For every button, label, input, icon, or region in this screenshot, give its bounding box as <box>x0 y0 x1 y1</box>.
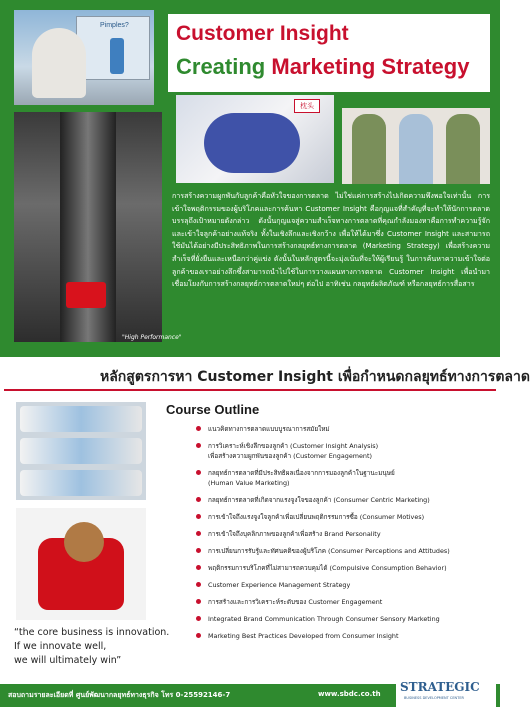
outline-item: การวิเคราะห์เชิงลึกของลูกค้า (Customer Insight Analysis) เพื่อสร้างความผูกพันของลูกค้า (Customer Engagement) <box>196 441 496 461</box>
bullet-icon <box>196 599 201 604</box>
outline-item: Customer Experience Management Strategy <box>196 580 496 590</box>
outline-item: พฤติกรรมการบริโภคที่ไม่สามารถควบคุมได้ (Compulsive Consumption Behavior) <box>196 563 496 573</box>
bullet-icon <box>196 426 201 431</box>
bullet-icon <box>196 565 201 570</box>
forklift <box>66 282 106 308</box>
dog-bag-photo <box>16 508 146 620</box>
bus <box>20 438 142 464</box>
outline-item: กลยุทธ์การตลาดที่เกิดจากแรงจูงใจของลูกค้า (Consumer Centric Marketing) <box>196 495 496 505</box>
outline-item: การเปลี่ยนการรับรู้และทัศนคติของผู้บริโภค (Consumer Perceptions and Attitudes) <box>196 546 496 556</box>
logo-text: STRATEGIC <box>400 680 480 694</box>
person-figure <box>352 114 386 184</box>
title-line1: Customer Insight <box>176 22 349 45</box>
bullet-icon <box>196 514 201 519</box>
pillow-tag: 枕头 <box>294 99 320 113</box>
title-line2 <box>176 54 469 80</box>
product-tube <box>110 38 124 74</box>
outline-item: Marketing Best Practices Developed from Consumer Insight <box>196 631 496 641</box>
bullet-icon <box>196 633 201 638</box>
person-figure <box>399 114 433 184</box>
quote-block <box>14 626 170 668</box>
person-figure <box>446 114 480 184</box>
bullet-icon <box>196 497 201 502</box>
bus <box>20 470 142 496</box>
footer-contact: สอบถามรายละเอียดที่ ศูนย์พัฒนากลยุทธ์ทางธุรกิจ โทร 0-25592146-7 <box>8 691 231 699</box>
quote-line-2: If we innovate well, <box>14 641 107 652</box>
bullet-icon <box>196 548 201 553</box>
billboard-photo <box>14 10 154 105</box>
bullet-icon <box>196 443 201 448</box>
title-word-creating: Creating <box>176 54 266 79</box>
outline-item: Integrated Brand Communication Through Consumer Sensory Marketing <box>196 614 496 624</box>
main-heading: หลักสูตรการหา Customer Insight เพื่อกำหนดกลยุทธ์ทางการตลาด <box>100 369 530 385</box>
bullet-icon <box>196 582 201 587</box>
quote-line-1: “the core business is innovation. <box>14 627 170 638</box>
mall-escalator-photo <box>14 112 182 342</box>
quote-line-3: we will ultimately win” <box>14 655 122 666</box>
outline-item: การเข้าใจถึงแรงจูงใจลูกค้าเพื่อเปลี่ยนพฤติกรรมการซื้อ (Consumer Motives) <box>196 512 496 522</box>
title-word-marketing-strategy: Marketing Strategy <box>271 54 470 79</box>
bus <box>20 406 142 432</box>
course-outline-list <box>196 424 496 648</box>
dog <box>64 522 104 562</box>
intro-paragraph: การสร้างความผูกพันกับลูกค้าคือหัวใจของการตลาด ไม่ใช่แค่การสร้างไปเกิดความพึงพอใจเท่านั้น การเข้าใจพฤติกรรมของผู้บริโภคและการค้นหา Customer Insight คือกุญแจที่สำคัญที่จะทำให้นักการตลาดบรรลุถึงเป้าหมายดังกล่าว ดังนั้นกุญแจสู่ความสำเร็จทางการตลาดที่คุณกำลังมองหาคือการทำความรู้จักและเข้าใจลูกค้าอย่างแท้จริง ทั้งในเชิงลึกและเชิงกว้าง เพื่อให้ได้มาซึ่ง Customer Insight และสามารถใช้มันได้อย่างมีประสิทธิภาพในการสร้างกลยุทธ์ทางการตลาด (Marketing Strategy) เพื่อสร้างความสำเร็จที่ยั่งยืนและเหนือกว่าคู่แข่ง ดังนั้นในหลักสูตรนี้จะมุ่งเน้นที่จะให้ผู้เรียนรู้ ในการค้นหาความเข้าใจต่อลูกค้าของเราอย่างลึกซึ้งสามารถนำไปใช้ในการวางแผนทางการตลาด Customer Insight เพื่อนำมาเชื่อมโยงกับการสร้างกลยุทธ์การตลาดใหม่ๆ ต่อไป อาทิเช่น กลยุทธ์ผลิตภัณฑ์ หรือกลยุทธ์การสื่อสาร <box>172 191 490 289</box>
billboard-text: Pimples? <box>100 22 129 29</box>
outline-item: การสร้างและการวิเคราะห์ระดับของ Customer Engagement <box>196 597 496 607</box>
outline-item: การเข้าใจถึงบุคลิกภาพของลูกค้าเพื่อสร้าง Brand Personality <box>196 529 496 539</box>
bullet-icon <box>196 531 201 536</box>
heading-divider <box>4 389 496 391</box>
logo-subtext: BUSINESS DEVELOPMENT CENTER <box>404 696 464 700</box>
outline-item: กลยุทธ์การตลาดที่มีประสิทธิผลเนื่องจากการมองลูกค้าในฐานะมนุษย์ (Human Value Marketing) <box>196 468 496 488</box>
footer-website-link[interactable]: www.sbdc.co.th <box>318 690 381 698</box>
bus-photo <box>16 402 146 500</box>
course-outline-title: Course Outline <box>166 402 260 417</box>
pillow-photo <box>176 95 334 183</box>
pillow <box>204 113 300 173</box>
people-photo <box>342 108 490 184</box>
bullet-icon <box>196 470 201 475</box>
mall-caption: "High Performance" <box>122 334 182 341</box>
outline-item: แนวคิดทางการตลาดแบบบูรณาการสมัยใหม่ <box>196 424 496 434</box>
billboard-person <box>32 28 86 98</box>
bullet-icon <box>196 616 201 621</box>
